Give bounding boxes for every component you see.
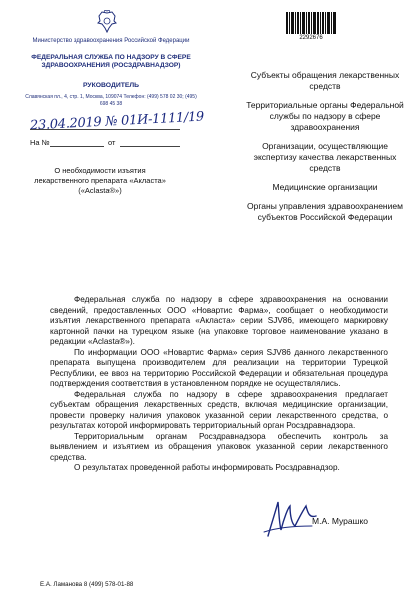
handwritten-date-number: 23.04.2019 № 01И-1111/19 bbox=[29, 109, 205, 134]
body-paragraph: По информации ООО «Новартис Фарма» серия SJV86 данного лекарственного препарата выпущена производителем для реализации на территории Турецкой Республики, ее ввоз на территорию Российской Федерации и обязательная процедура подтверждения соответствия в установленном порядке не осуществлялись. bbox=[50, 347, 388, 388]
date-line bbox=[30, 129, 180, 130]
subject-line: О необходимости изъятия лекарственного препарата «Акласта» («Aclasta®») bbox=[34, 166, 166, 195]
recipient: Субъекты обращения лекарственных средств bbox=[250, 70, 400, 91]
ref-number-line bbox=[50, 146, 104, 147]
ref-number-label: На № bbox=[30, 138, 50, 147]
service-name: ФЕДЕРАЛЬНАЯ СЛУЖБА ПО НАДЗОРУ В СФЕРЕ ЗДРАВООХРАНЕНИЯ (РОСЗДРАВНАДЗОР) bbox=[31, 54, 191, 69]
body-paragraph: О результатах проведенной работы информировать Росздравнадзор. bbox=[74, 463, 340, 472]
coat-of-arms-icon bbox=[96, 10, 118, 34]
executor-contact: Е.А. Ламанова 8 (499) 578-01-88 bbox=[40, 581, 134, 588]
ref-date-label: от bbox=[108, 138, 116, 147]
recipients-block bbox=[245, 70, 405, 231]
signatory-name: М.А. Мурашко bbox=[312, 516, 368, 526]
recipient: Органы управления здравоохранением субъектов Российской Федерации bbox=[247, 201, 403, 222]
recipient: Организации, осуществляющие экспертизу качества лекарственных средств bbox=[253, 141, 397, 173]
barcode-number: 2292676 bbox=[299, 35, 323, 41]
barcode bbox=[286, 12, 336, 34]
recipient: Территориальные органы Федеральной службы по надзору в сфере здравоохранения bbox=[246, 100, 404, 132]
body-paragraph: Федеральная служба по надзору в сфере здравоохранения предлагает субъектам обращения лекарственных средств, включая медицинские организации, провести проверку наличия упаковок указанной серии лекарственного средства, о результатах которой информировать территориальный орган Росздравнадзора. bbox=[50, 389, 388, 430]
body-paragraph: Федеральная служба по надзору в сфере здравоохранения на основании сведений, предоставленных ООО «Новартис Фарма», сообщает о необходимости изъятия лекарственного препарата «Акласта» серии SJV86, имеющего маркировку картонной пачки на турецком языке (на упаковке торговое наименование указано в редакции «Aclasta®»). bbox=[50, 295, 388, 346]
recipient: Медицинские организации bbox=[272, 182, 378, 192]
ref-date-line bbox=[120, 146, 180, 147]
ministry-name: Министерство здравоохранения Российской Федерации bbox=[32, 38, 190, 44]
address: Славянская пл., 4, стр. 1, Москва, 109074 Телефон: (499) 578 02 30; (495) 698 45 38 bbox=[25, 94, 197, 107]
body-paragraph: Территориальным органам Росздравнадзора обеспечить контроль за выявлением и изъятием из обращения упаковок указанной серии лекарственного средства. bbox=[50, 431, 388, 462]
head-title: РУКОВОДИТЕЛЬ bbox=[82, 82, 140, 89]
letter-body bbox=[50, 295, 388, 474]
